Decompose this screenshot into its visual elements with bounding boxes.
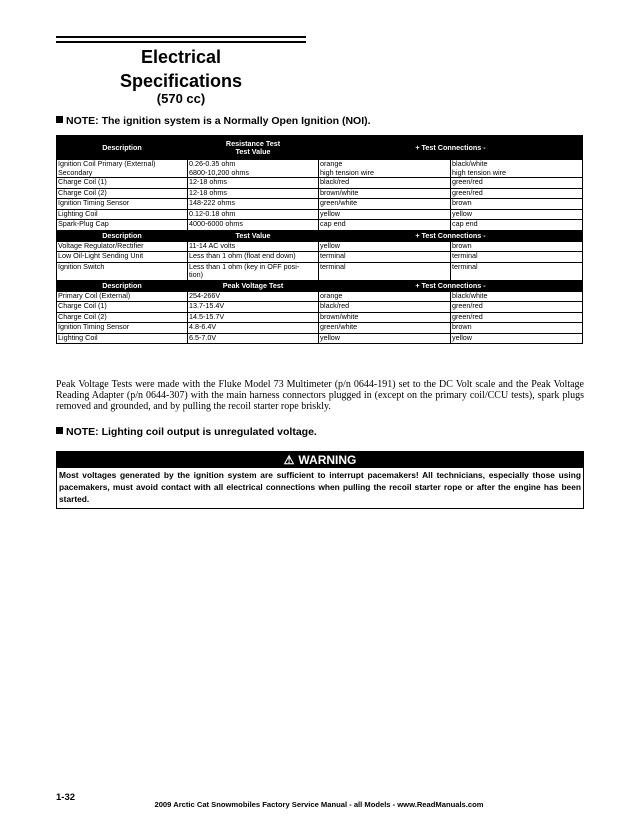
page-title-line1: Electrical [140,47,222,67]
table-row [57,333,583,344]
table-cell: Charge Coil (1) [57,302,188,313]
electrical-spec-table [56,135,583,344]
table-cell: 14.5-15.7V [188,312,319,323]
table-cell: Lighting Coil [57,333,188,344]
table-cell: Ignition Coil Primary (External) Secondary [57,160,188,178]
table-cell: 0.12-0.18 ohm [188,209,319,220]
table-cell: green/red [451,312,583,323]
ignition-note [56,115,371,127]
table-row [57,252,583,263]
warning-title: WARNING [298,453,357,467]
table-cell: yellow [451,333,583,344]
warning-header [57,452,583,468]
warning-text: Most voltages generated by the ignition system are sufficient to interrupt pacemakers! All technicians, especially those using pacemakers, must avoid contact with all electrical connections when pulling the recoil starter rope or after the engine has been started. [59,470,581,505]
table-cell: yellow [319,333,451,344]
table-cell: yellow [319,209,451,220]
table-cell: black/red [319,302,451,313]
table-row [57,323,583,334]
table-header-cell: Description [57,280,188,291]
table-cell: 254-266V [188,291,319,302]
table-cell: Less than 1 ohm (float end down) [188,252,319,263]
table-row [57,302,583,313]
table-header-row [57,136,583,160]
table-header-cell: Resistance Test Test Value [188,136,319,160]
table-cell: terminal [319,262,451,280]
table-cell: brown [451,199,583,210]
table-cell: 13.7-15.4V [188,302,319,313]
table-cell: Less than 1 ohm (key in OFF posi- tion) [188,262,319,280]
table-header-cell: + Test Connections - [319,280,583,291]
table-header-cell: Test Value [188,230,319,241]
table-header-row [57,230,583,241]
table-cell: black/white [451,291,583,302]
table-cell: Ignition Switch [57,262,188,280]
lighting-note-text: NOTE: Lighting coil output is unregulated voltage. [66,426,317,438]
footer-text: 2009 Arctic Cat Snowmobiles Factory Service Manual - all Models - www.ReadManuals.com [154,800,484,809]
table-cell: brown [451,241,583,252]
table-row [57,188,583,199]
table-row [57,178,583,189]
table-cell: cap end [451,220,583,231]
warning-box [56,451,584,509]
table-cell: brown [451,323,583,334]
table-cell: Low Oil-Light Sending Unit [57,252,188,263]
ignition-note-text: NOTE: The ignition system is a Normally Open Ignition (NOI). [66,115,371,127]
table-cell: 148-222 ohms [188,199,319,210]
table-row [57,220,583,231]
table-cell: green/white [319,199,451,210]
title-block [56,36,306,106]
table-cell: 6.5-7.0V [188,333,319,344]
table-header-cell: Description [57,230,188,241]
table-cell: terminal [319,252,451,263]
table-cell: Charge Coil (2) [57,188,188,199]
table-cell: 11-14 AC volts [188,241,319,252]
table-header-cell: Description [57,136,188,160]
table-row [57,312,583,323]
bullet-square-icon [56,116,63,123]
table-cell: 12-18 ohms [188,178,319,189]
table-header-cell: + Test Connections - [319,230,583,241]
table-cell: black/red [319,178,451,189]
lighting-note [56,426,317,438]
table-cell: Primary Coil (External) [57,291,188,302]
table-cell: Lighting Coil [57,209,188,220]
table-cell: green/red [451,178,583,189]
table-cell: Voltage Regulator/Rectifier [57,241,188,252]
table-cell: Ignition Timing Sensor [57,323,188,334]
page-number: 1-32 [56,792,76,803]
table-header-cell: Peak Voltage Test [188,280,319,291]
table-cell: 4.8-6.4V [188,323,319,334]
table-cell: brown/white [319,188,451,199]
table-row [57,262,583,280]
title-rule [56,41,306,43]
table-cell: Charge Coil (1) [57,178,188,189]
table-cell: cap end [319,220,451,231]
table-cell: orange high tension wire [319,160,451,178]
table-row [57,209,583,220]
title-rule [56,36,306,38]
table-cell: green/red [451,188,583,199]
table-row [57,241,583,252]
table-cell: 12-18 ohms [188,188,319,199]
table-cell: Charge Coil (2) [57,312,188,323]
table-cell: 4000-6000 ohms [188,220,319,231]
table-cell: terminal [451,252,583,263]
table-header-row [57,280,583,291]
table-cell: yellow [451,209,583,220]
table-cell: yellow [319,241,451,252]
table-row [57,160,583,178]
table-cell: green/white [319,323,451,334]
bullet-square-icon [56,427,63,434]
page-subtitle: (570 cc) [156,91,206,106]
table-cell: brown/white [319,312,451,323]
table-cell: Spark-Plug Cap [57,220,188,231]
table-row [57,199,583,210]
table-cell: orange [319,291,451,302]
table-cell: black/white high tension wire [451,160,583,178]
table-cell: terminal [451,262,583,280]
peak-voltage-paragraph: Peak Voltage Tests were made with the Fluke Model 73 Multimeter (p/n 0644-191) set to the DC Volt scale and the Peak Voltage Reading Adapter (p/n 0644-307) with the main harness connectors plugged in (except on the primary coil/CCU tests), spark plugs removed and grounded, and by pulling the recoil starter rope briskly. [56,379,584,413]
page-title-line2: Specifications [119,71,243,91]
table-header-cell: + Test Connections - [319,136,583,160]
table-cell: Ignition Timing Sensor [57,199,188,210]
warning-triangle-icon: ⚠ [283,453,295,467]
table-row [57,291,583,302]
table-cell: green/red [451,302,583,313]
table-cell: 0.26-0.35 ohm 6800-10,200 ohms [188,160,319,178]
